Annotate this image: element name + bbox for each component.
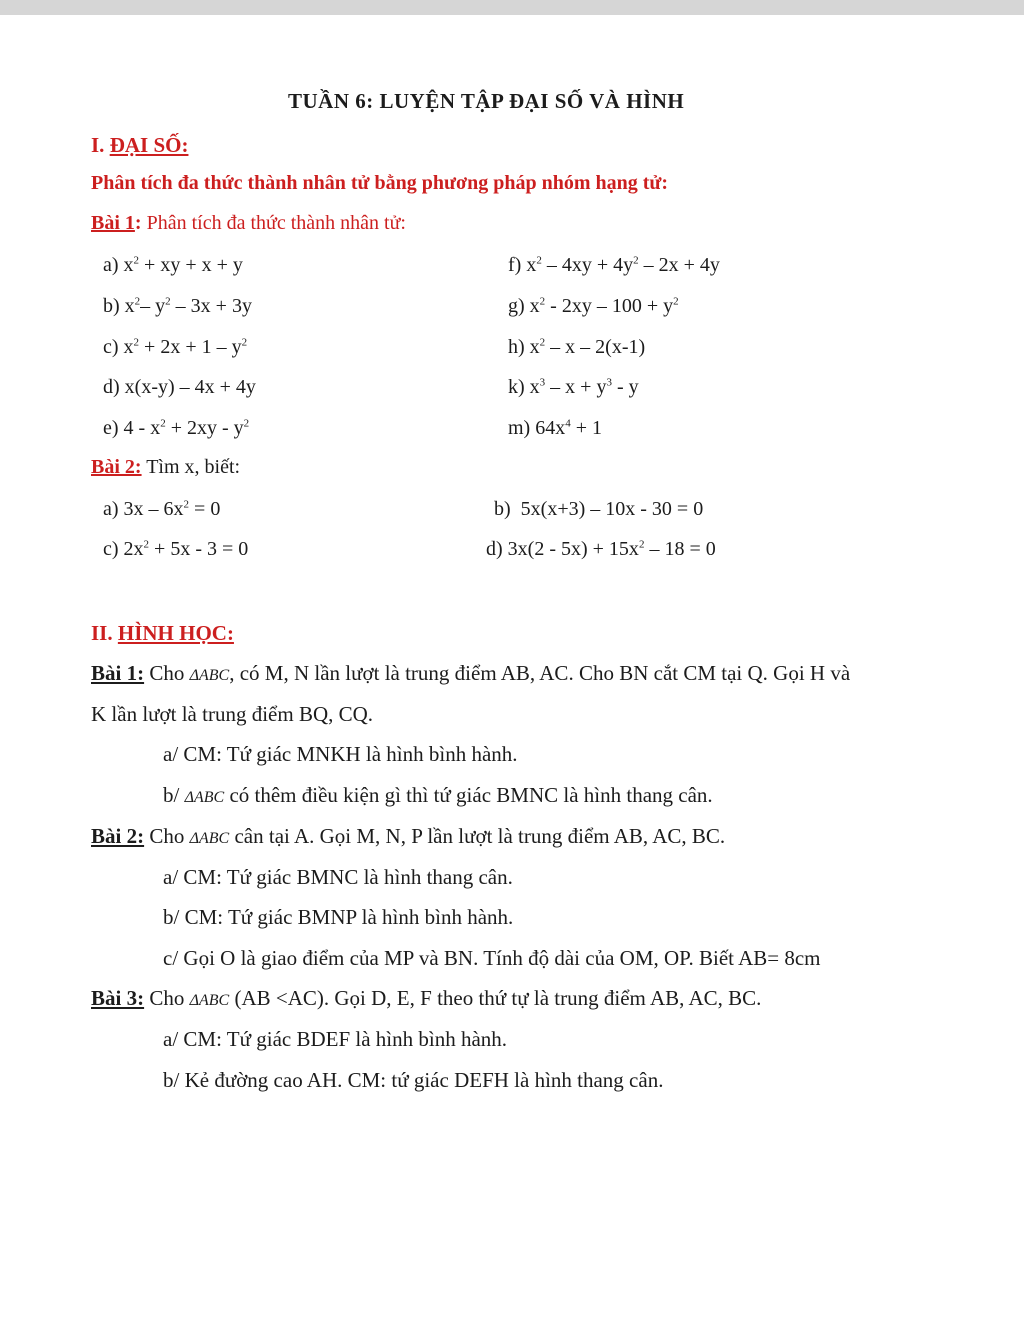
expr-part: - 2xy – 100 + y [545,295,674,317]
expr-part: + 1 [570,417,602,439]
bai1-item-f [508,254,720,277]
expr-part: x [124,295,135,317]
geo-bai2-c: c/ Gọi O là giao điểm của MP và BN. Tính độ dài của OM, OP. Biết AB= 8cm [163,946,821,970]
exponent: 2 [183,498,190,511]
text-part: (AB <AC). Gọi D, E, F theo thứ tự là trung điểm AB, AC, BC. [229,986,762,1010]
exponent: 2 [143,538,150,551]
exponent: 2 [133,336,140,349]
text-part: , có M, N lần lượt là trung điểm AB, AC. Cho BN cắt CM tại Q. Gọi H và [229,661,851,685]
text-part: có thêm điều kiện gì thì tứ giác BMNC là hình thang cân. [224,783,713,807]
text-part: b/ [163,783,185,807]
text-part: cân tại A. Gọi M, N, P lần lượt là trung điểm AB, AC, BC. [229,824,726,848]
exercise-text: Tìm x, biết: [141,456,241,478]
page-title: TUẦN 6: LUYỆN TẬP ĐẠI SỐ VÀ HÌNH [288,89,685,113]
exercise-label-colon: : [134,212,142,234]
exponent: 4 [565,417,571,430]
expr-part: – 4xy + 4y [541,254,634,276]
expr-part: – 2x + 4y [638,254,720,276]
expr-part: + 5x - 3 = 0 [149,538,249,560]
section-number: I. [91,133,105,157]
exercise-label: Bài 2: [91,824,145,848]
bai2-item-b [494,498,703,521]
item-label: e) [103,417,119,439]
item-label: c) [103,538,119,560]
expr-part: x [529,376,540,398]
expr-part: – 3x + 3y [170,295,252,317]
exponent: 2 [165,295,171,308]
geo-bai1-a: a/ CM: Tứ giác MNKH là hình bình hành. [163,742,518,766]
scan-top-border [0,0,1024,15]
geo-bai2-prompt [91,824,725,849]
exponent: 2 [638,538,645,551]
bai1-algebra-prompt [91,212,406,235]
exercise-text: Phân tích đa thức thành nhân tử: [141,212,406,234]
geo-bai1-line2: K lần lượt là trung điểm BQ, CQ. [91,702,374,726]
exponent: 2 [673,295,679,308]
exponent: 2 [633,254,639,267]
bai2-item-a [103,498,220,521]
geo-bai3-b: b/ Kẻ đường cao AH. CM: tứ giác DEFH là hình thang cân. [163,1068,664,1092]
item-label: b) [103,295,120,317]
bai1-item-d [103,376,256,399]
algebra-subtitle: Phân tích đa thức thành nhân tử bằng phương pháp nhóm hạng tử: [91,172,669,194]
expr-part: – x + y [545,376,607,398]
expr-part: – 18 = 0 [644,538,716,560]
exercise-label: Bài 1 [91,212,135,234]
expr-part: x [529,295,540,317]
exponent: 2 [539,336,546,349]
exponent: 2 [241,336,248,349]
exponent: 3 [539,376,546,389]
geo-bai1-line1 [91,661,850,686]
bai1-item-e [103,417,249,440]
item-label: k) [508,376,525,398]
item-label: g) [508,295,525,317]
section-number: II. [91,621,113,645]
text-part: Cho [144,661,190,685]
section-title: ĐẠI SỐ: [109,133,189,157]
expr-part: 2x [123,538,144,560]
exercise-label: Bài 1: [91,661,145,685]
item-label: f) [508,254,522,276]
expr-part: 5x(x+3) – 10x - 30 = 0 [520,498,704,520]
expr-part: – x – 2(x-1) [545,336,646,358]
expr-part: x [123,336,134,358]
expr-part: 3x – 6x [123,498,184,520]
text-part: Cho [144,824,190,848]
item-label: a) [103,498,119,520]
exponent: 2 [134,295,141,308]
exponent: 2 [133,254,140,267]
geo-bai1-b [163,783,713,808]
item-label: c) [103,336,119,358]
bai1-item-m [508,417,602,440]
geo-bai3-a: a/ CM: Tứ giác BDEF là hình bình hành. [163,1027,508,1051]
geo-bai2-b: b/ CM: Tứ giác BMNP là hình bình hành. [163,905,514,929]
item-label: h) [508,336,525,358]
bai2-algebra-prompt [91,456,240,479]
item-label: a) [103,254,119,276]
bai1-item-a [103,254,243,277]
exponent: 2 [243,417,250,430]
expr-part: 3x(2 - 5x) + 15x [507,538,639,560]
exponent: 2 [536,254,542,267]
triangle-symbol: ΔABC [189,667,230,684]
exercise-label: Bài 2: [91,456,142,478]
bai1-item-h [508,336,645,359]
section-geometry-heading [91,621,234,646]
expr-part: = 0 [189,498,221,520]
item-label: b) [494,498,511,520]
expr-part: x [529,336,540,358]
expr-part: + 2xy - y [165,417,244,439]
exponent: 2 [160,417,166,430]
expr-part: - y [611,376,639,398]
section-title: HÌNH HỌC: [117,621,234,645]
exercise-label: Bài 3: [91,986,145,1010]
expr-part: x [123,254,134,276]
expr-part: x(x-y) – 4x + 4y [124,376,256,398]
expr-part: 4 - x [123,417,161,439]
geo-bai3-prompt [91,986,761,1011]
text-part: Cho [144,986,190,1010]
triangle-symbol: ΔABC [189,992,230,1009]
triangle-symbol: ΔABC [189,830,230,847]
expr-part: – y [140,295,166,317]
item-label: d) [486,538,503,560]
bai1-item-k [508,376,639,399]
expr-part: 64x [535,417,566,439]
triangle-symbol: ΔABC [184,789,225,806]
expr-part: + xy + x + y [139,254,243,276]
bai1-item-g [508,295,679,318]
expr-part: + 2x + 1 – y [139,336,242,358]
bai2-item-d [486,538,716,561]
item-label: d) [103,376,120,398]
item-label: m) [508,417,531,439]
exponent: 2 [539,295,546,308]
bai1-item-c [103,336,247,359]
expr-part: x [526,254,537,276]
bai2-item-c [103,538,248,561]
exponent: 3 [606,376,612,389]
geo-bai2-a: a/ CM: Tứ giác BMNC là hình thang cân. [163,865,513,889]
section-algebra-heading [91,133,188,158]
bai1-item-b [103,295,252,318]
